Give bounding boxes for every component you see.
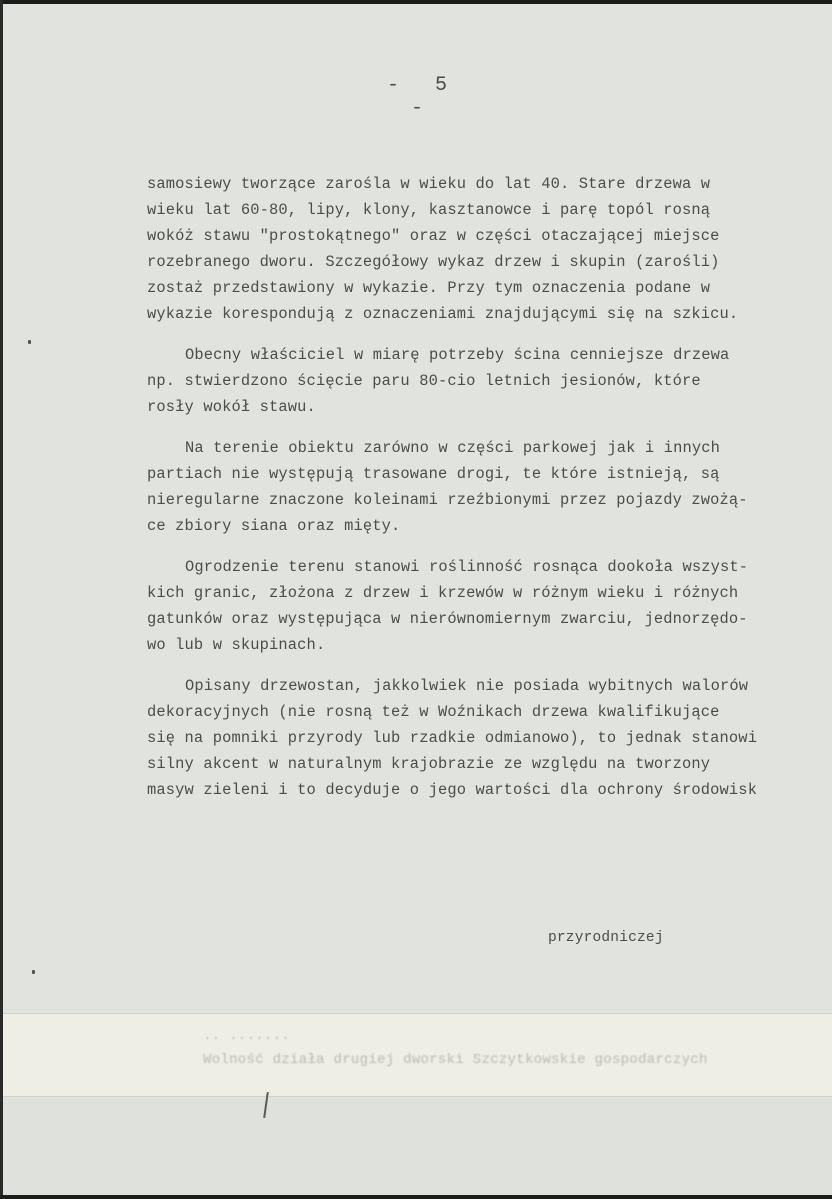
text-line: silny akcent w naturalnym krajobrazie ze względu na tworzony	[147, 755, 711, 773]
text-line: rozebranego dworu. Szczegółowy wykaz drzew i skupin (zarośli)	[147, 253, 720, 271]
text-line: kich granic, złożona z drzew i krzewów w różnym wieku i różnych	[147, 584, 739, 602]
text-line: masyw zieleni i to decyduje o jego wartości dla ochrony środowisk	[147, 781, 758, 799]
ghost-text-line: .. .......	[203, 1028, 291, 1044]
text-line: samosiewy tworzące zarośla w wieku do lat 40. Stare drzewa w	[147, 175, 711, 193]
paragraph	[147, 435, 832, 539]
text-line: Obecny właściciel w miarę potrzeby ścina cenniejsze drzewa	[185, 346, 730, 364]
paragraph	[147, 673, 832, 803]
text-line: nieregularne znaczone koleinami rzeźbionymi przez pojazdy zwożą-	[147, 491, 748, 509]
text-line: wokóż stawu "prostokątnego" oraz w części otaczającej miejsce	[147, 227, 720, 245]
text-line: wykazie korespondują z oznaczeniami znajdującymi się na szkicu.	[147, 305, 739, 323]
body-text	[147, 171, 832, 803]
text-line: Na terenie obiektu zarówno w części parkowej jak i innych	[185, 439, 720, 457]
text-line: gatunków oraz występująca w nierównomiernym zwarciu, jednorzędo-	[147, 610, 748, 628]
ghost-text-line: Wolność działa drugiej dworski Szczytkowskie gospodarczych	[203, 1052, 708, 1068]
text-line: dekoracyjnych (nie rosną też w Woźnikach drzewa kwalifikujące	[147, 703, 720, 721]
page-number: - 5 -	[386, 74, 459, 120]
text-line: się na pomniki przyrody lub rzadkie odmianowo), to jednak stanowi	[147, 729, 758, 747]
text-line: Ogrodzenie terenu stanowi roślinność rosnąca dookoła wszyst-	[185, 558, 749, 576]
scan-bottom-edge	[0, 1195, 832, 1199]
text-line: partiach nie występują trasowane drogi, te które istnieją, są	[147, 465, 720, 483]
text-line: zostaż przedstawiony w wykazie. Przy tym oznaczenia podane w	[147, 279, 711, 297]
underlying-page-strip	[3, 1013, 832, 1097]
margin-dot	[32, 970, 35, 974]
paragraph	[147, 554, 832, 658]
text-line: wieku lat 60-80, lipy, klony, kasztanowce i parę topól rosną	[147, 201, 711, 219]
paragraph	[147, 342, 832, 420]
paragraph	[147, 171, 832, 327]
handwritten-insertion: przyrodniczej	[548, 930, 664, 946]
text-line: rosły wokół stawu.	[147, 398, 316, 416]
text-line: wo lub w skupinach.	[147, 636, 326, 654]
text-line: ce zbiory siana oraz mięty.	[147, 517, 401, 535]
text-line: np. stwierdzono ścięcie paru 80-cio letnich jesionów, które	[147, 372, 701, 390]
margin-dot	[28, 340, 31, 344]
text-line: Opisany drzewostan, jakkolwiek nie posiada wybitnych walorów	[185, 677, 749, 695]
